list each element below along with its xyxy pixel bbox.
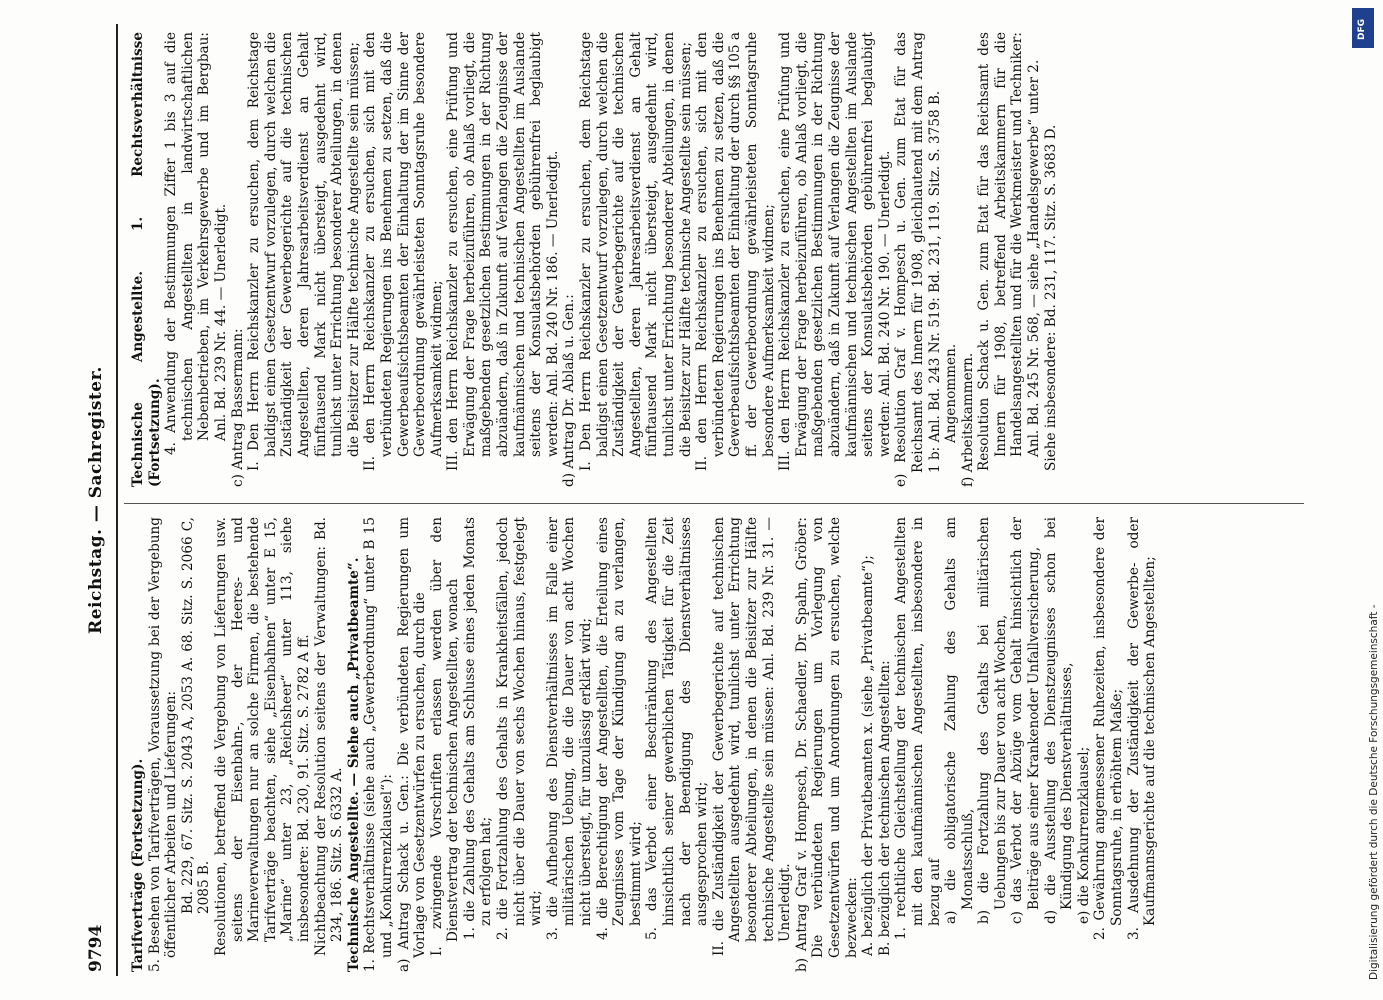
rotated-document-page [42,0,1342,1000]
index-entry: 2. Gewährung angemessener Ruhezeiten, insbesondere der Sonntagsruhe, in erhöhtem Maße; [1092,517,1126,940]
index-entry: II. den Herrn Reichskanzler zu ersuchen, sich mit den verbündeten Regierungen ins Benehmen zu setzen, daß die Gewerbeaufsichtsbeamten der Einhaltung der durch §§ 105 a ff. der Gewerbeordnung gewährleisteten Sonntagsruhe besondere Aufmerksamkeit widmen; [694,32,777,471]
index-entry: 1. die Zahlung des Gehalts am Schlusse eines jeden Monats zu erfolgen hat; [461,517,495,940]
page-header [82,28,112,972]
index-entry: e) Resolution Graf v. Hompesch u. Gen. zum Etat für das Reichsamt des Innern für 1908, gleichlautend mit dem Antrag 1 b: Anl. Bd. 243 Nr. 519: Bd. 231, 119. Sitz. S. 3758 B. [893,32,943,487]
index-entry: I. Den Herrn Reichskanzler zu ersuchen, dem Reichstage baldigst einen Gesetzentwurf vorzulegen, durch welchen die Zuständigkeit der Gewerbegerichte auf die technischen Angestellten, deren Jahresarbeitsverdienst an Gehalt fünftausend Mark nicht übersteigt, ausgedehnt wird, tunlichst unter Errichtung besonderer Abteilungen, in denen die Beisitzer zur Hälfte technische Angestellte sein müssen; [246,32,362,471]
index-entry: Siehe insbesondere: Bd. 231, 117. Sitz. S. 3683 D. [1042,124,1059,471]
index-entry: b) Antrag Graf v. Hompesch, Dr. Schaedler, Dr. Spahn, Gröber: Die verbündeten Regierungen um Vorlegung von Gesetzentwürfen und um Anordnungen zu ersuchen, welche bezwecken: [793,517,860,972]
dfg-logo: DFG [1352,8,1374,48]
index-entry: 4. Anwendung der Bestimmungen Ziffer 1 bis 3 auf die technischen Angestellten in landwirtschaftlichen Nebenbetrieben, im Verkehrsgewerbe und im Bergbau: Anl. Bd. 239 Nr. 44. — Unerledigt. [163,32,229,455]
index-entry: II. den Herrn Reichskanzler zu ersuchen, sich mit den verbündeten Regierungen ins Benehmen zu setzen, daß die Gewerbeaufsichtsbeamten der Einhaltung der im Sinne der Gewerbeordnung gewährleisteten Sonntagsruhe besondere Aufmerksamkeit widmen; [362,32,445,471]
credit-text: Digitalisierung gefördert durch die Deutsche Forschungsgemeinschaft - [1368,604,1380,980]
index-entry: B. bezüglich der technischen Angestellten: [876,660,893,956]
index-entry: 2. die Fortzahlung des Gehalts in Krankheitsfällen, jedoch nicht über die Dauer von sechs Wochen hinaus, festgelegt wird; [495,517,545,940]
index-entry: A. bezüglich der Privatbeamten x. (siehe „Privatbeamte“); [860,555,877,956]
right-column [130,32,1059,487]
section-heading: Technische Angestellte. — Siehe auch „Privatbeamte“. [345,557,362,972]
index-entry: b) die Fortzahlung des Gehalts bei militärischen Uebungen bis zur Dauer von acht Wochen, [976,517,1009,924]
index-entry: III. den Herrn Reichskanzler zu ersuchen, eine Prüfung und Erwägung der Frage herbeizuführen, ob Anlaß vorliegt, die maßgebenden gesetzlichen Bestimmungen in der Richtung abzuändern, daß in Zukunft auf Verlangen die Zeugnisse der kaufmännischen und technischen Angestellten im Auslande seitens der Konsulatsbehörden gebührenfrei beglaubigt werden: Anl. Bd. 240 Nr. 190. — Unerledigt. [777,32,893,471]
index-entry: Resolution Schack u. Gen. zum Etat für das Reichsamt des Innern für 1908, betreffend Arbeitskammern für die Handelsangestellten und für die Werkmeister und Techniker: Anl. Bd. 245 Nr. 568, — siehe „Handelsgewerbe“ unter 2. [976,32,1043,471]
index-entry: d) Antrag Dr. Ablaß u. Gen.: [561,294,578,487]
index-entry: c) Antrag Bassermann: [229,328,246,487]
index-entry: 3. Ausdehnung der Zuständigkeit der Gewerbe- oder Kaufmannsgerichte auf die technischen Angestellten; [1125,517,1159,940]
index-entry: e) die Konkurrenzklausel; [1075,746,1092,924]
index-entry: I. Den Herrn Reichskanzler zu ersuchen, dem Reichstage baldigst einen Gesetzentwurf vorzulegen, durch welchen die Zuständigkeit der Gewerbegerichte auf die technischen Angestellten, deren Jahresarbeitsverdienst an Gehalt fünftausend Mark nicht übersteigt, ausgedehnt wird, tunlichst unter Errichtung besonderer Abteilungen, in denen die Beisitzer zur Hälfte technische Angestellte sein müssen; [578,32,694,471]
index-entry: 1. rechtliche Gleichstellung der technischen Angestellten mit den kaufmännischen Angestellten, insbesondere in bezug auf [893,517,943,940]
index-entry: c) das Verbot der Abzüge vom Gehalt hinsichtlich der Beiträge aus einer Krankenoder Unfallversicherung, [1009,517,1043,924]
index-entry: Resolutionen, betreffend die Vergebung von Lieferungen usw. seitens der Eisenbahn-, der Heeres- und Marineverwaltungen nur an solche Firmen, die bestehende Tarifverträge beachten, siehe „Eisenbahnen“ unter E 15, „Marine“ unter 23, „Reichsheer“ unter 113, siehe insbesondere: Bd. 230, 91. Sitz. S. 2782 A ff. [212,517,312,956]
page-number: 9794 [86,924,106,972]
index-entry: a) die obligatorische Zahlung des Gehalts am Monatsschluß, [943,517,976,924]
index-entry: I. zwingende Vorschriften erlassen werden über den Dienstvertrag der technischen Angestellten, wonach [428,517,462,956]
header-rule [116,24,118,976]
digitization-credit [1344,0,1383,1000]
section-heading: Tarifverträge (Fortsetzung). [130,758,146,972]
index-entry: II. die Zuständigkeit der Gewerbegerichte auf technischen Angestellten ausgedehnt wird, tunlichst unter Errichtung besonderer Abteilungen, in denen die Beisitzer zur Hälfte technische Angestellte sein müssen: Anl. Bd. 239 Nr. 31. — Unerledigt. [710,517,794,956]
index-entry: III. den Herrn Reichskanzler zu ersuchen, eine Prüfung und Erwägung der Frage herbeizuführen, ob Anlaß vorliegt, die maßgebenden gesetzlichen Bestimmungen in der Richtung abzuändern, daß in Zukunft auf Verlangen die Zeugnisse der kaufmännischen und technischen Angestellten im Auslande seitens der Konsulatsbehörden gebührenfrei beglaubigt werden: Anl. Bd. 240 Nr. 186. — Unerledigt. [445,32,561,471]
section-heading: Technische Angestellte. 1. Rechtsverhältnisse (Fortsetzung). [130,32,163,487]
index-entry: 3. die Aufhebung des Dienstverhältnisses im Falle einer militärischen Uebung, die die Dauer von acht Wochen nicht übersteigt, für unzulässig erklärt wird; [544,517,595,940]
running-title: Reichstag. — Sachregister. [86,366,106,634]
index-entry: d) die Ausstellung des Dienstzeugnisses schon bei Kündigung des Dienstverhältnisses, [1042,517,1076,924]
index-entry: 1. Rechtsverhältnisse (siehe auch „Gewerbeordnung“ unter B 15 und „Konkurrenzklausel“): [362,517,395,972]
index-entry: 5. das Verbot einer Beschränkung des Angestellten hinsichtlich seiner gewerblichen Tätigkeit für die Zeit nach der Beendigung des Dienstverhältnisses ausgesprochen wird; [644,517,711,940]
index-entry: Angenommen. [943,343,960,443]
index-entry: f) Arbeitskammern. [959,352,976,487]
left-column [130,517,1159,972]
index-entry: Nichtbeachtung der Resolution seitens der Verwaltungen: Bd. 234, 186. Sitz. S. 6332 A. [312,517,346,956]
index-entry: Bd. 229, 67. Sitz. S. 2043 A, 2053 A. 68. Sitz. S. 2066 C, 2085 B. [179,517,213,914]
index-entry: a) Antrag Schack u. Gen.: Die verbündeten Regierungen um Vorlage von Gesetzentwürfen zu ersuchen, durch die [395,517,429,972]
index-entry: 4. die Berechtigung der Angestellten, die Erteilung eines Zeugnisses vom Tage der Kündigung an zu verlangen, bestimmt wird; [594,517,644,940]
index-entry: 5. Besehen von Tarifverträgen, Voraussetzung bei der Vergebung öffentlicher Arbeiten und Lieferungen: [146,517,180,972]
column-divider [124,503,1304,504]
